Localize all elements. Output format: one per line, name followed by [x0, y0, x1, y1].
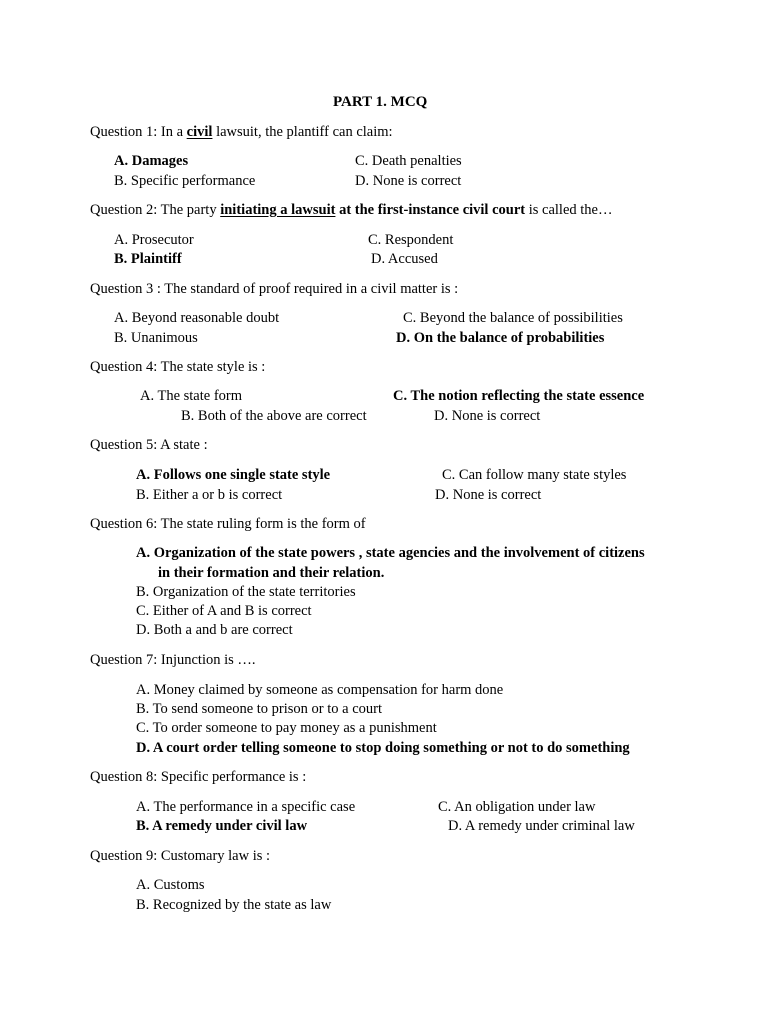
question-4-option-d: D. None is correct [434, 408, 541, 424]
question-1-option-b: B. Specific performance [114, 173, 256, 189]
question-9-stem: Question 9: Customary law is : [90, 848, 271, 864]
question-2-keyword: initiating a lawsuit [220, 202, 336, 218]
question-8-option-a: A. The performance in a specific case [136, 799, 356, 815]
question-8-stem: Question 8: Specific performance is : [90, 769, 307, 785]
question-5-option-a: A. Follows one single state style [136, 467, 331, 483]
question-3-option-b: B. Unanimous [114, 330, 198, 346]
question-8-option-d: D. A remedy under criminal law [448, 818, 635, 834]
question-2-stem-pre: Question 2: The party [90, 202, 221, 218]
question-1-keyword: civil [186, 124, 213, 140]
question-9-option-b: B. Recognized by the state as law [136, 897, 332, 913]
question-9-option-a: A. Customs [136, 877, 205, 893]
question-2-option-d: D. Accused [371, 251, 438, 267]
question-5-stem: Question 5: A state : [90, 437, 208, 453]
question-6-option-a-line-1: A. Organization of the state powers , state agencies and the involvement of citizens [136, 545, 645, 561]
question-2-stem [90, 203, 613, 218]
question-2-option-b: B. Plaintiff [114, 251, 182, 267]
question-1-stem-pre: Question 1: In a [90, 124, 187, 140]
question-1-stem [90, 125, 393, 140]
question-2-option-a: A. Prosecutor [114, 232, 194, 248]
question-6-stem: Question 6: The state ruling form is the form of [90, 516, 366, 532]
question-3-option-c: C. Beyond the balance of possibilities [403, 310, 623, 326]
question-8-option-c: C. An obligation under law [438, 799, 596, 815]
question-6-option-c: C. Either of A and B is correct [136, 603, 312, 619]
question-4-option-a: A. The state form [140, 388, 243, 404]
question-2-stem-post: is called the… [525, 202, 613, 218]
question-3-option-a: A. Beyond reasonable doubt [114, 310, 280, 326]
question-5-option-c: C. Can follow many state styles [442, 467, 627, 483]
question-4-stem: Question 4: The state style is : [90, 359, 266, 375]
question-7-option-c: C. To order someone to pay money as a punishment [136, 720, 437, 736]
question-4-option-b: B. Both of the above are correct [181, 408, 367, 424]
question-6-option-b: B. Organization of the state territories [136, 584, 356, 600]
question-7-option-a: A. Money claimed by someone as compensation for harm done [136, 682, 504, 698]
question-2-emphasis: at the first-instance civil court [335, 202, 526, 218]
question-1-option-c: C. Death penalties [355, 153, 462, 169]
question-1-stem-post: lawsuit, the plantiff can claim: [212, 124, 393, 140]
question-7-option-d: D. A court order telling someone to stop doing something or not to do something [136, 740, 630, 756]
page-title: PART 1. MCQ [333, 94, 428, 110]
question-5-option-d: D. None is correct [435, 487, 542, 503]
question-7-option-b: B. To send someone to prison or to a court [136, 701, 382, 717]
question-1-option-a: A. Damages [114, 153, 189, 169]
question-3-stem: Question 3 : The standard of proof required in a civil matter is : [90, 281, 459, 297]
question-5-option-b: B. Either a or b is correct [136, 487, 283, 503]
question-2-option-c: C. Respondent [368, 232, 454, 248]
question-4-option-c: C. The notion reflecting the state essence [393, 388, 645, 404]
question-1-option-d: D. None is correct [355, 173, 462, 189]
question-6-option-d: D. Both a and b are correct [136, 622, 293, 638]
question-7-stem: Question 7: Injunction is …. [90, 652, 256, 668]
question-8-option-b: B. A remedy under civil law [136, 818, 308, 834]
question-6-option-a-line-2: in their formation and their relation. [158, 565, 385, 581]
question-3-option-d: D. On the balance of probabilities [396, 330, 605, 346]
